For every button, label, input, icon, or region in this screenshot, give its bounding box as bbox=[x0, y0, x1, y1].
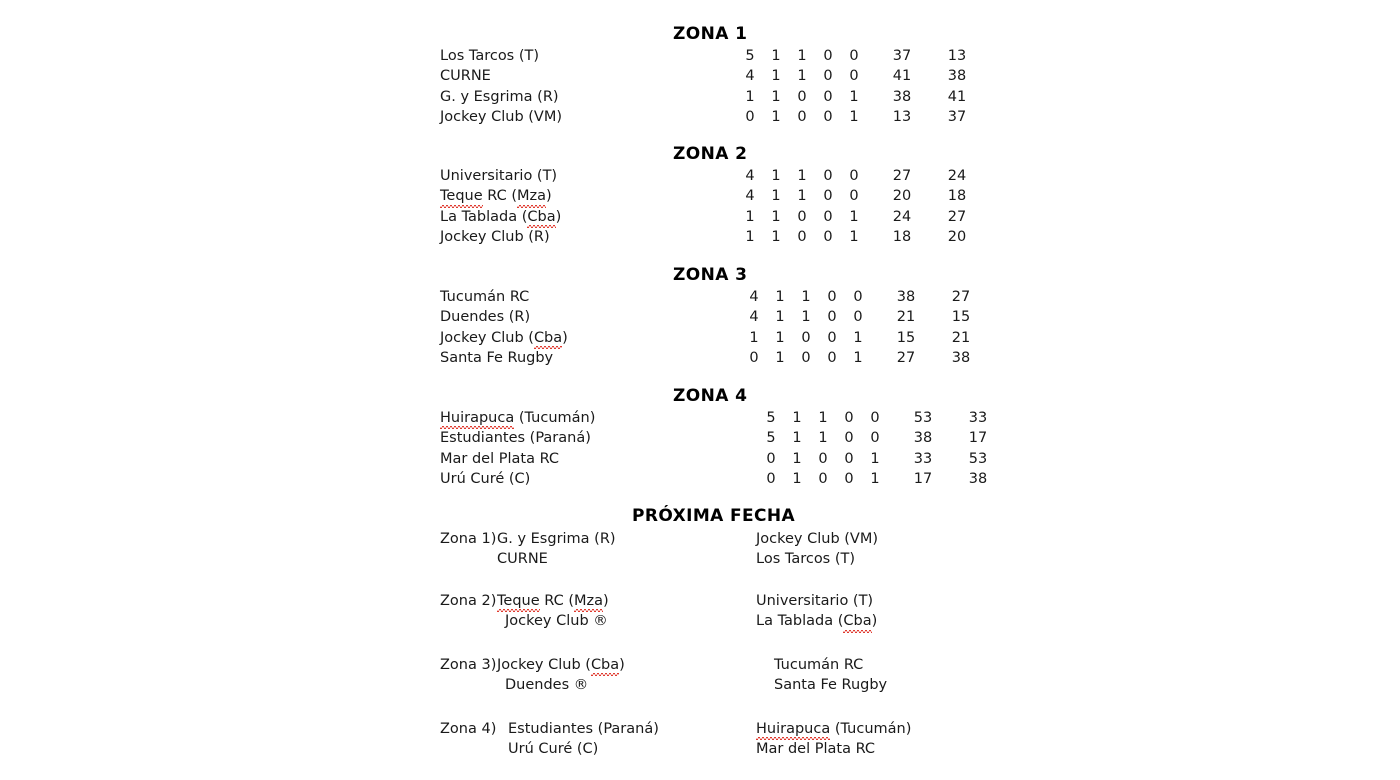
stat-drawn: 0 bbox=[827, 289, 837, 305]
team-name: CURNE bbox=[440, 68, 491, 85]
team-stats bbox=[737, 66, 974, 86]
stat-points-against: 53 bbox=[968, 450, 988, 467]
table-row bbox=[0, 449, 1400, 469]
spellcheck-word: Huirapuca bbox=[756, 719, 830, 739]
stat-points-against: 21 bbox=[951, 329, 971, 346]
fixture-row bbox=[0, 739, 1400, 759]
table-row bbox=[0, 227, 1400, 247]
stat-played: 1 bbox=[792, 410, 802, 426]
table-row bbox=[0, 287, 1400, 307]
stat-points-against: 41 bbox=[947, 88, 967, 105]
stat-points: 4 bbox=[749, 289, 759, 305]
team-stats bbox=[741, 328, 978, 348]
stat-points-for: 53 bbox=[913, 410, 933, 426]
fixture-away-team: Los Tarcos (T) bbox=[756, 551, 856, 568]
fixture-home-team: Estudiantes (Paraná) bbox=[508, 721, 659, 737]
stat-points-for: 38 bbox=[913, 430, 933, 447]
stat-drawn: 0 bbox=[827, 329, 837, 346]
stat-drawn: 0 bbox=[844, 450, 854, 467]
table-row bbox=[0, 66, 1400, 86]
stat-drawn: 0 bbox=[827, 349, 837, 366]
table-row bbox=[0, 469, 1400, 489]
stat-points-against: 27 bbox=[951, 289, 971, 305]
stat-drawn: 0 bbox=[823, 188, 833, 205]
team-stats bbox=[741, 287, 978, 307]
stat-points: 5 bbox=[766, 410, 776, 426]
fixture-row bbox=[0, 591, 1400, 611]
fixture-away-team: Jockey Club (VM) bbox=[756, 531, 879, 547]
stat-points-against: 24 bbox=[947, 168, 967, 184]
stat-won: 1 bbox=[818, 430, 828, 447]
fixture-row bbox=[0, 549, 1400, 569]
fixture-home-team: Jockey Club ® bbox=[505, 613, 608, 630]
team-name: Urú Curé (C) bbox=[440, 470, 531, 487]
team-stats bbox=[737, 87, 974, 107]
stat-won: 0 bbox=[797, 208, 807, 225]
stat-points: 4 bbox=[745, 188, 755, 205]
stat-points-against: 15 bbox=[951, 309, 971, 326]
team-name: Tucumán RC bbox=[440, 289, 530, 305]
stat-lost: 1 bbox=[853, 349, 863, 366]
fixture-zone-label: Zona 4) bbox=[440, 721, 497, 737]
stat-points-against: 17 bbox=[968, 430, 988, 447]
spellcheck-word: Teque bbox=[497, 591, 540, 611]
fixture-home-team: G. y Esgrima (R) bbox=[497, 531, 616, 547]
standings-table-3 bbox=[0, 287, 1400, 368]
spellcheck-word: Cba bbox=[534, 328, 562, 348]
fixture-group-1 bbox=[0, 529, 1400, 570]
table-row bbox=[0, 87, 1400, 107]
spellcheck-word: Teque bbox=[440, 186, 483, 206]
stat-won: 0 bbox=[801, 349, 811, 366]
stat-won: 0 bbox=[797, 108, 807, 125]
spellcheck-word: Cba bbox=[843, 611, 871, 631]
team-name: G. y Esgrima (R) bbox=[440, 88, 559, 105]
stat-lost: 1 bbox=[870, 470, 880, 487]
stat-won: 1 bbox=[797, 188, 807, 205]
stat-lost: 0 bbox=[849, 68, 859, 85]
stat-won: 1 bbox=[801, 309, 811, 326]
stat-played: 1 bbox=[775, 349, 785, 366]
stat-points-for: 27 bbox=[896, 349, 916, 366]
stat-played: 1 bbox=[771, 88, 781, 105]
stat-points-for: 37 bbox=[892, 48, 912, 64]
stat-won: 1 bbox=[797, 48, 807, 64]
stat-points-against: 37 bbox=[947, 108, 967, 125]
stat-played: 1 bbox=[792, 450, 802, 467]
fixture-row bbox=[0, 719, 1400, 739]
team-stats bbox=[741, 348, 978, 368]
stat-lost: 0 bbox=[853, 289, 863, 305]
fixture-away-team: Mar del Plata RC bbox=[756, 741, 876, 758]
stat-played: 1 bbox=[775, 289, 785, 305]
fixture-zone-label: Zona 3) bbox=[440, 657, 497, 673]
stat-points-against: 38 bbox=[947, 68, 967, 85]
spellcheck-word: Mza bbox=[517, 186, 546, 206]
stat-drawn: 0 bbox=[823, 88, 833, 105]
standings-table-4 bbox=[0, 408, 1400, 489]
stat-points-for: 15 bbox=[896, 329, 916, 346]
stat-points-against: 18 bbox=[947, 188, 967, 205]
fixture-away-team: Universitario (T) bbox=[756, 593, 874, 609]
stat-won: 0 bbox=[818, 470, 828, 487]
table-row bbox=[0, 428, 1400, 448]
fixture-zone-label: Zona 2) bbox=[440, 593, 497, 609]
stat-points-against: 38 bbox=[968, 470, 988, 487]
stat-lost: 0 bbox=[849, 48, 859, 64]
fixture-row bbox=[0, 675, 1400, 695]
stat-lost: 1 bbox=[849, 208, 859, 225]
stat-points-for: 20 bbox=[892, 188, 912, 205]
spellcheck-word: Huirapuca bbox=[440, 408, 514, 428]
fixture-home-team: CURNE bbox=[497, 551, 548, 568]
fixture-home-team: Urú Curé (C) bbox=[508, 741, 599, 758]
fixture-away-team: Huirapuca (Tucumán) bbox=[756, 719, 911, 739]
stat-won: 1 bbox=[797, 168, 807, 184]
team-stats bbox=[758, 408, 995, 428]
team-name: Mar del Plata RC bbox=[440, 450, 560, 467]
stat-lost: 1 bbox=[849, 108, 859, 125]
table-row bbox=[0, 166, 1400, 186]
table-row bbox=[0, 46, 1400, 66]
stat-drawn: 0 bbox=[823, 168, 833, 184]
stat-played: 1 bbox=[771, 168, 781, 184]
stat-points: 4 bbox=[745, 68, 755, 85]
fixture-away-team: La Tablada (Cba) bbox=[756, 611, 877, 631]
stat-points-against: 27 bbox=[947, 208, 967, 225]
stat-points: 4 bbox=[749, 309, 759, 326]
stat-points-for: 13 bbox=[892, 108, 912, 125]
team-stats bbox=[737, 107, 974, 127]
spellcheck-word: Mza bbox=[574, 591, 603, 611]
team-name: Los Tarcos (T) bbox=[440, 48, 540, 64]
stat-points: 1 bbox=[745, 208, 755, 225]
stat-won: 0 bbox=[818, 450, 828, 467]
team-name: Teque RC (Mza) bbox=[440, 186, 552, 206]
fixture-away-team: Tucumán RC bbox=[774, 657, 864, 673]
stat-lost: 1 bbox=[870, 450, 880, 467]
stat-points-for: 38 bbox=[892, 88, 912, 105]
stat-points: 0 bbox=[766, 470, 776, 487]
team-stats bbox=[741, 307, 978, 327]
stat-points: 1 bbox=[745, 88, 755, 105]
team-stats bbox=[737, 186, 974, 206]
stat-played: 1 bbox=[771, 68, 781, 85]
team-stats bbox=[758, 469, 995, 489]
fixture-group-4 bbox=[0, 719, 1400, 760]
stat-drawn: 0 bbox=[823, 48, 833, 64]
stat-lost: 1 bbox=[849, 228, 859, 245]
team-stats bbox=[737, 207, 974, 227]
stat-lost: 0 bbox=[853, 309, 863, 326]
fixture-away-team: Santa Fe Rugby bbox=[774, 677, 888, 694]
team-stats bbox=[737, 227, 974, 247]
stat-points: 0 bbox=[749, 349, 759, 366]
stat-points-for: 18 bbox=[892, 228, 912, 245]
zone-title: ZONA 3 bbox=[673, 265, 748, 285]
stat-points-for: 33 bbox=[913, 450, 933, 467]
stat-played: 1 bbox=[771, 208, 781, 225]
stat-drawn: 0 bbox=[823, 68, 833, 85]
stat-played: 1 bbox=[771, 188, 781, 205]
table-row bbox=[0, 348, 1400, 368]
stat-points-for: 24 bbox=[892, 208, 912, 225]
fixture-zone-label: Zona 1) bbox=[440, 531, 497, 547]
team-name: La Tablada (Cba) bbox=[440, 207, 561, 227]
table-row bbox=[0, 107, 1400, 127]
stat-won: 1 bbox=[801, 289, 811, 305]
stat-drawn: 0 bbox=[827, 309, 837, 326]
stat-points: 4 bbox=[745, 168, 755, 184]
stat-played: 1 bbox=[792, 430, 802, 447]
stat-points: 0 bbox=[745, 108, 755, 125]
team-stats bbox=[758, 449, 995, 469]
stat-drawn: 0 bbox=[844, 410, 854, 426]
table-row bbox=[0, 307, 1400, 327]
fixture-home-team: Jockey Club (Cba) bbox=[497, 655, 625, 675]
next-round-title: PRÓXIMA FECHA bbox=[632, 506, 796, 526]
table-row bbox=[0, 408, 1400, 428]
fixture-row bbox=[0, 529, 1400, 549]
team-stats bbox=[758, 428, 995, 448]
fixture-group-3 bbox=[0, 655, 1400, 696]
stat-won: 1 bbox=[797, 68, 807, 85]
team-name: Huirapuca (Tucumán) bbox=[440, 408, 595, 428]
stat-won: 0 bbox=[797, 88, 807, 105]
stat-points: 5 bbox=[745, 48, 755, 64]
standings-table-2 bbox=[0, 166, 1400, 247]
stat-points: 0 bbox=[766, 450, 776, 467]
table-row bbox=[0, 186, 1400, 206]
stat-won: 0 bbox=[797, 228, 807, 245]
team-name: Jockey Club (VM) bbox=[440, 108, 563, 125]
stat-points-for: 38 bbox=[896, 289, 916, 305]
zone-title: ZONA 1 bbox=[673, 24, 748, 44]
fixture-home-team: Duendes ® bbox=[505, 677, 589, 694]
team-name: Jockey Club (R) bbox=[440, 228, 550, 245]
stat-drawn: 0 bbox=[823, 228, 833, 245]
stat-points: 1 bbox=[745, 228, 755, 245]
table-row bbox=[0, 207, 1400, 227]
team-name: Estudiantes (Paraná) bbox=[440, 430, 591, 447]
stat-won: 0 bbox=[801, 329, 811, 346]
stat-points-against: 33 bbox=[968, 410, 988, 426]
stat-points: 5 bbox=[766, 430, 776, 447]
table-row bbox=[0, 328, 1400, 348]
team-stats bbox=[737, 166, 974, 186]
stat-points-against: 38 bbox=[951, 349, 971, 366]
spellcheck-word: Cba bbox=[527, 207, 555, 227]
stat-played: 1 bbox=[771, 228, 781, 245]
stat-played: 1 bbox=[775, 329, 785, 346]
spellcheck-word: Cba bbox=[591, 655, 619, 675]
zone-title: ZONA 2 bbox=[673, 144, 748, 164]
stat-points-against: 20 bbox=[947, 228, 967, 245]
stat-won: 1 bbox=[818, 410, 828, 426]
team-name: Duendes (R) bbox=[440, 309, 531, 326]
stat-lost: 1 bbox=[849, 88, 859, 105]
fixture-home-team: Teque RC (Mza) bbox=[497, 591, 609, 611]
stat-points-for: 21 bbox=[896, 309, 916, 326]
stat-drawn: 0 bbox=[844, 430, 854, 447]
stat-played: 1 bbox=[771, 108, 781, 125]
stat-lost: 1 bbox=[853, 329, 863, 346]
fixture-group-2 bbox=[0, 591, 1400, 632]
stat-points-for: 27 bbox=[892, 168, 912, 184]
stat-drawn: 0 bbox=[823, 208, 833, 225]
team-name: Santa Fe Rugby bbox=[440, 349, 554, 366]
zone-title: ZONA 4 bbox=[673, 386, 748, 406]
stat-points: 1 bbox=[749, 329, 759, 346]
team-name: Universitario (T) bbox=[440, 168, 558, 184]
stat-drawn: 0 bbox=[844, 470, 854, 487]
stat-played: 1 bbox=[775, 309, 785, 326]
stat-played: 1 bbox=[792, 470, 802, 487]
team-name: Jockey Club (Cba) bbox=[440, 328, 568, 348]
fixture-row bbox=[0, 655, 1400, 675]
stat-lost: 0 bbox=[870, 410, 880, 426]
team-stats bbox=[737, 46, 974, 66]
stat-lost: 0 bbox=[849, 188, 859, 205]
stat-played: 1 bbox=[771, 48, 781, 64]
stat-lost: 0 bbox=[870, 430, 880, 447]
stat-points-against: 13 bbox=[947, 48, 967, 64]
stat-lost: 0 bbox=[849, 168, 859, 184]
fixture-row bbox=[0, 611, 1400, 631]
standings-table-1 bbox=[0, 46, 1400, 127]
stat-points-for: 41 bbox=[892, 68, 912, 85]
stat-drawn: 0 bbox=[823, 108, 833, 125]
stat-points-for: 17 bbox=[913, 470, 933, 487]
